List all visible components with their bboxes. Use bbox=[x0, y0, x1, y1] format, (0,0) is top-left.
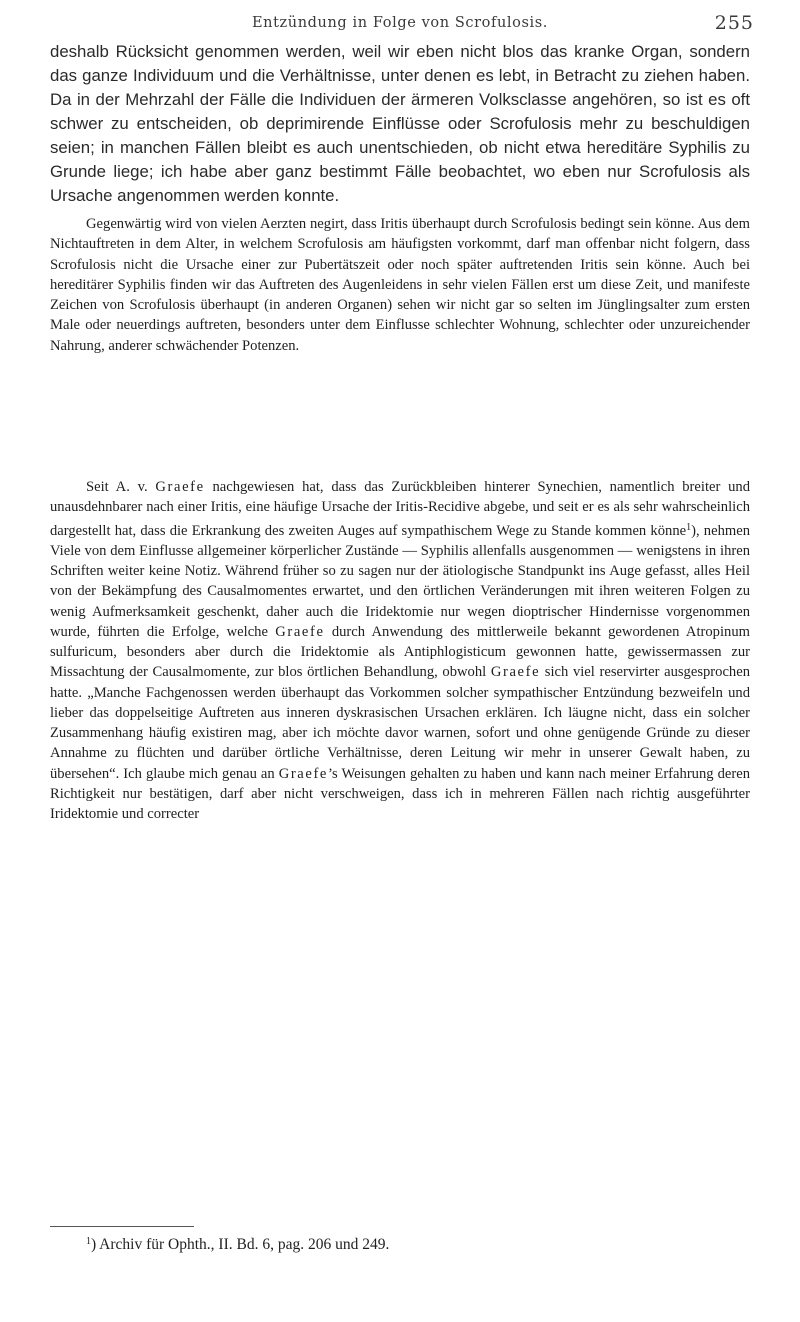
paragraph-graefe bbox=[50, 477, 750, 824]
footnote-text: ) Archiv für Ophth., II. Bd. 6, pag. 206 und 249. bbox=[91, 1236, 390, 1253]
running-title: Entzündung in Folge von Scrofulosis. bbox=[252, 15, 548, 31]
footnote bbox=[86, 1236, 389, 1254]
author-name-graefe: Graefe bbox=[155, 479, 205, 495]
author-name-graefe: Graefe bbox=[275, 623, 325, 640]
text-segment: sich viel reservirter ausgesprochen hatte. „Manche Fachgenossen werden überhaupt das Vorkommen solcher sympathischer Entzündung bezweifeln und lieber das doppelseitige Auftreten aus inneren dyskrasischen Ursachen erklären. Ich läugne nicht, dass ein solcher Zusammenhang häufig existiren mag, aber ich möchte davor warnen, sofort und ohne genügende Gründe zu dieser Annahme zu flüchten und darüber örtliche Verhältnisse, deren Leitung wir mehr in unserer Gewalt haben, zu übersehen“. Ich glaube mich genau an bbox=[50, 664, 750, 782]
main-paragraph: deshalb Rücksicht genommen werden, weil wir eben nicht blos das kranke Organ, sondern das ganze Individuum und die Verhältnisse, unter denen es lebt, in Betracht zu ziehen haben. Da in der Mehrzahl der Fälle die Individuen der ärmeren Volksclasse angehören, so ist es oft schwer zu entscheiden, ob deprimirende Einflüsse oder Scrofulosis mehr zu beschuldigen seien; in manchen Fällen bleibt es auch unentschieden, ob nicht etwa hereditäre Syphilis zu Grunde liege; ich habe aber ganz bestimmt Fälle beobachtet, wo eben nur Scrofulosis als Ursache angenommen werden konnte. bbox=[50, 42, 750, 205]
author-name-graefe: Graefe bbox=[278, 765, 328, 782]
footnote-reference[interactable]: 1 bbox=[686, 521, 692, 533]
text-segment: ), nehmen Viele von dem Einflusse allgemeiner körperlicher Zustände — Syphilis allenfalls ausgenommen — wenigstens in ihren Schriften weiter keine Notiz. Während früher so zu sagen nur der ätiologische Standpunkt ins Auge gefasst, alles Heil von der Bekämpfung des Causalmomentes erwartet, und den örtlichen Veränderungen mit ihren weiteren Folgen zu wenig Aufmerksamkeit geschenkt, daher auch die Iridektomie nur wegen dioptrischer Hindernisse vorgenommen wurde, führten die Erfolge, welche bbox=[50, 522, 750, 640]
text-segment: ’s Weisungen gehalten zu haben und kann nach meiner Erfahrung deren Richtigkeit nur bestätigen, darf aber nicht verschweigen, dass ich in mehreren Fällen nach richtig ausgeführter Iridektomie und correcter bbox=[50, 765, 750, 822]
paragraph-gegenwaertig: Gegenwärtig wird von vielen Aerzten negirt, dass Iritis überhaupt durch Scrofulosis bedingt sein könne. Aus dem Nichtauftreten in dem Alter, in welchem Scrofulosis am häufigsten vorkommt, darf man offenbar nicht folgern, dass Scrofulosis nicht die Ursache einer zur Pubertätszeit oder noch später auftretenden Iritis sein könne. Auch bei hereditärer Syphilis finden wir das Auftreten des Augenleidens in sehr vielen Fällen erst um diese Zeit, und manifeste Zeichen von Scrofulosis überhaupt (in anderen Organen) sehen wir nicht gar so selten im Jünglingsalter zum ersten Male oder neuerdings auftreten, besonders unter dem Einflusse schlechter Wohnung, schlechter oder unzureichender Nahrung, anderer schwächender Potenzen. bbox=[50, 216, 750, 354]
text-segment: durch Anwendung des mittlerweile bekannt gewordenen Atropinum sulfuricum, besonders aber durch die Iridektomie als Antiphlogisticum gewonnen hatte, gewissermassen zur Missachtung der Causalmomente, zur blos örtlichen Behandlung, obwohl bbox=[50, 623, 750, 681]
page-number: 255 bbox=[714, 12, 754, 34]
footnote-mark: 1 bbox=[86, 1236, 91, 1247]
author-name-graefe: Graefe bbox=[490, 664, 541, 681]
footnote-divider bbox=[50, 1226, 194, 1227]
text-segment: nachgewiesen hat, dass das Zurückbleiben hinterer Synechien, namentlich breiter und unausdehnbarer nach einer Iritis, eine häufige Ursache der Iritis-Recidive abgebe, und seit er es als sehr wahrscheinlich dargestellt hat, dass die Erkrankung des zweiten Auges auf sympathischem Wege zu Stande kommen könne bbox=[50, 479, 750, 539]
text-segment: Seit A. v. bbox=[86, 479, 156, 495]
running-head bbox=[0, 12, 800, 38]
